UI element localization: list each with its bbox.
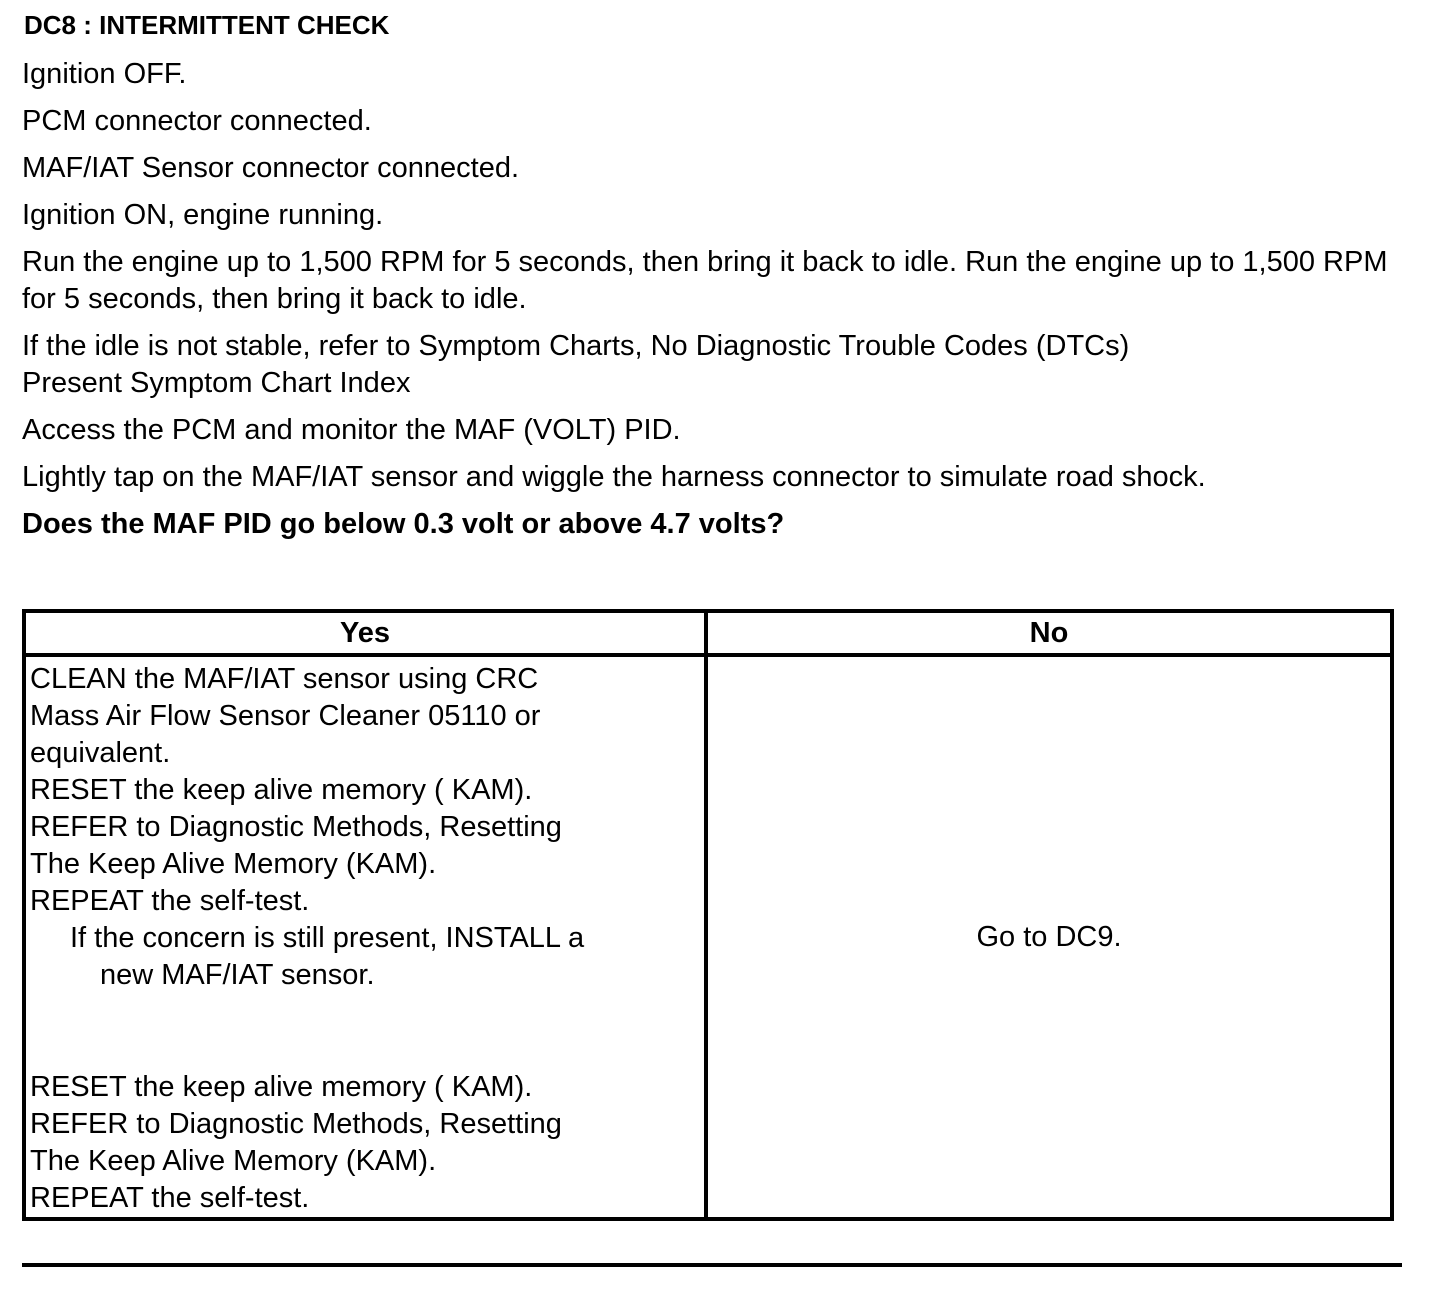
yes-header: Yes <box>24 611 706 655</box>
yes-line: If the concern is still present, INSTALL a <box>70 922 585 954</box>
yes-line: RESET the keep alive memory ( KAM). <box>30 774 533 806</box>
step-run-engine: Run the engine up to 1,500 RPM for 5 seconds, then bring it back to idle. Run the engine up to 1,500 RPM for 5 seconds, then bring it back to idle. <box>22 246 1388 315</box>
yes-line: CLEAN the MAF/IAT sensor using CRC <box>30 663 539 695</box>
step-ignition-on: Ignition ON, engine running. <box>22 199 384 231</box>
yes-line: REPEAT the self-test. <box>30 1182 310 1214</box>
yes-line: The Keep Alive Memory (KAM). <box>30 848 437 880</box>
bottom-divider <box>22 1263 1402 1267</box>
step-pcm-connector: PCM connector connected. <box>22 105 372 137</box>
table-header-row <box>24 611 1392 655</box>
yes-line: equivalent. <box>30 737 171 769</box>
step-ignition-off: Ignition OFF. <box>22 58 187 90</box>
step-access-pcm: Access the PCM and monitor the MAF (VOLT) PID. <box>22 414 681 446</box>
step-idle-stability: If the idle is not stable, refer to Symptom Charts, No Diagnostic Trouble Codes (DTCs) Present Symptom Chart Index <box>22 330 1130 399</box>
page-title: DC8 : INTERMITTENT CHECK <box>24 10 390 40</box>
yes-line: Mass Air Flow Sensor Cleaner 05110 or <box>30 700 541 732</box>
step-tap-sensor: Lightly tap on the MAF/IAT sensor and wiggle the harness connector to simulate road shock. <box>22 461 1206 493</box>
yes-line: new MAF/IAT sensor. <box>100 959 375 991</box>
yes-line: The Keep Alive Memory (KAM). <box>30 1145 437 1177</box>
yes-line: REFER to Diagnostic Methods, Resetting <box>30 811 562 843</box>
yes-line: REFER to Diagnostic Methods, Resetting <box>30 1108 562 1140</box>
yes-action-cell <box>24 655 706 1219</box>
spacer <box>30 994 698 1069</box>
yes-line: RESET the keep alive memory ( KAM). <box>30 1071 533 1103</box>
result-table <box>22 609 1394 1221</box>
no-action-cell: Go to DC9. <box>706 655 1392 1219</box>
no-header: No <box>706 611 1392 655</box>
step-maf-iat-connector: MAF/IAT Sensor connector connected. <box>22 152 520 184</box>
diagnostic-question: Does the MAF PID go below 0.3 volt or above 4.7 volts? <box>22 508 785 540</box>
procedure-steps <box>22 56 1422 553</box>
yes-line: REPEAT the self-test. <box>30 885 310 917</box>
table-row <box>24 655 1392 1219</box>
